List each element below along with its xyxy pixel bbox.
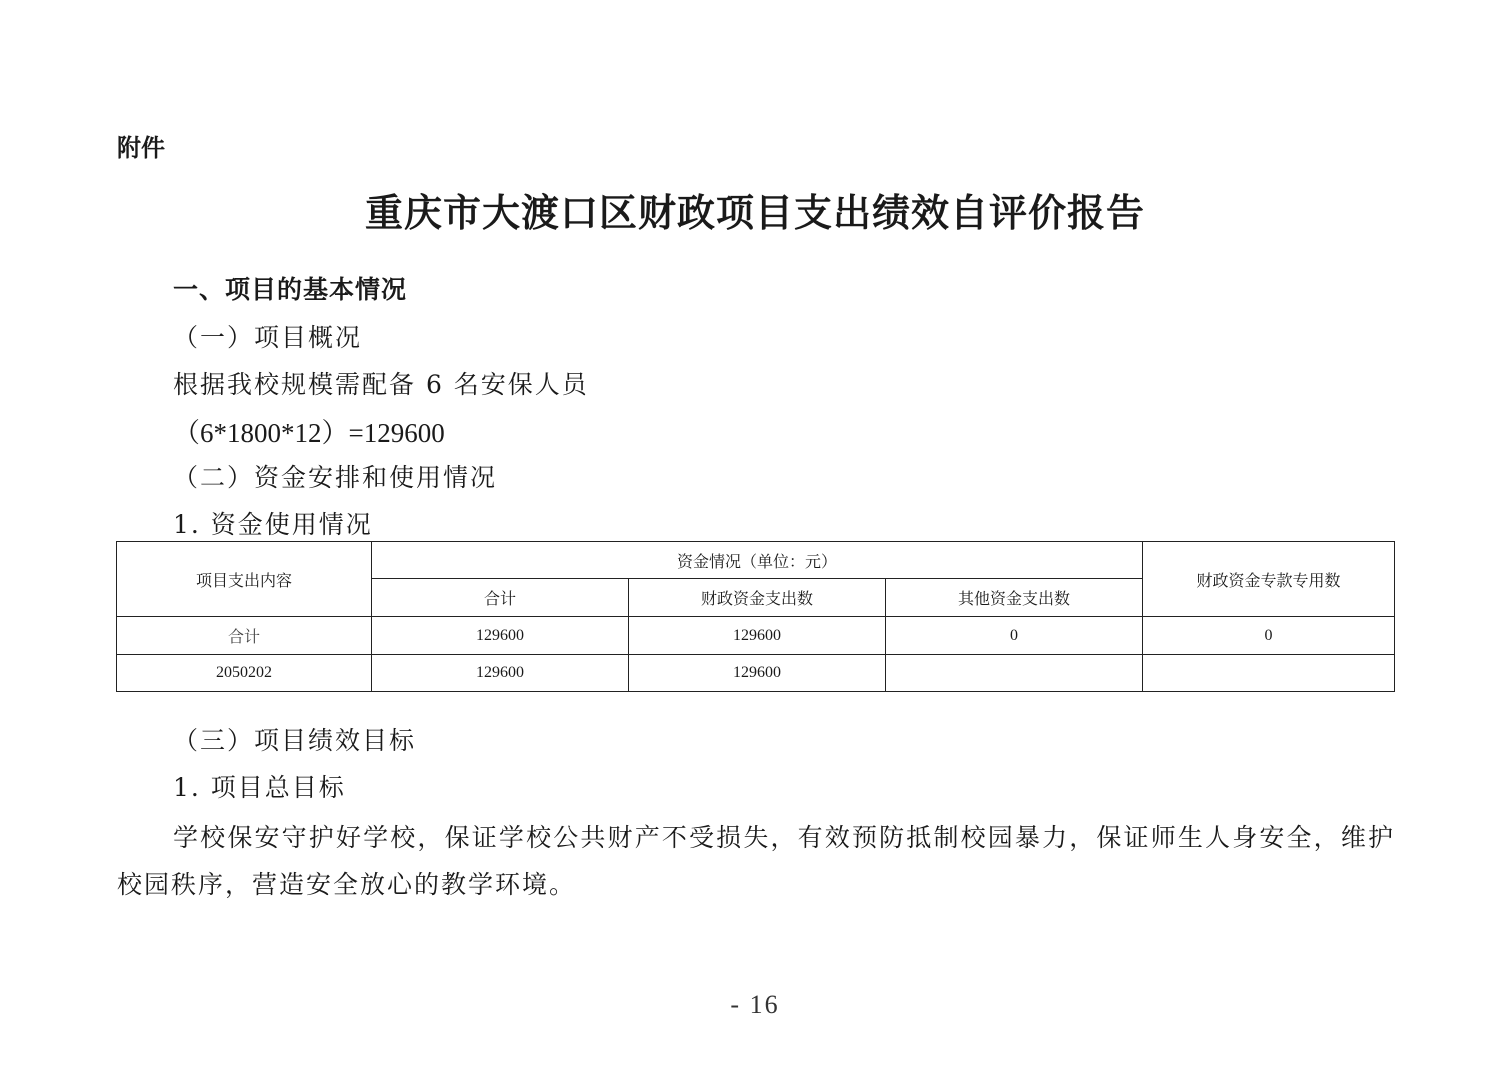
overview-calculation: （6*1800*12）=129600 — [173, 418, 445, 448]
header-total: 合计 — [372, 579, 629, 617]
overall-goal-paragraph: 学校保安守护好学校，保证学校公共财产不受损失，有效预防抵制校园暴力，保证师生人身安全，维护校园秩序，营造安全放心的教学环境。 — [117, 823, 1395, 899]
cell-special: 0 — [1143, 617, 1395, 655]
cell-total: 129600 — [372, 655, 629, 692]
attachment-label: 附件 — [117, 134, 165, 162]
subsection-heading-performance-goals: （三）项目绩效目标 — [173, 726, 417, 755]
cell-total: 129600 — [372, 617, 629, 655]
funds-usage-item: 1. 资金使用情况 — [173, 510, 373, 539]
cell-other — [886, 655, 1143, 692]
page-number: - 16 — [730, 990, 780, 1019]
subsection-heading-funds: （二）资金安排和使用情况 — [173, 463, 498, 492]
header-funds-group: 资金情况（单位：元） — [372, 542, 1143, 579]
overall-goal-item: 1. 项目总目标 — [173, 773, 346, 802]
cell-content: 2050202 — [117, 655, 372, 692]
document-title: 重庆市大渡口区财政项目支出绩效自评价报告 — [364, 190, 1145, 235]
cell-fiscal: 129600 — [629, 655, 886, 692]
cell-fiscal: 129600 — [629, 617, 886, 655]
funds-table — [116, 541, 1395, 692]
cell-content: 合计 — [117, 617, 372, 655]
header-special-use: 财政资金专款专用数 — [1143, 542, 1395, 617]
cell-other: 0 — [886, 617, 1143, 655]
table-row — [117, 617, 1395, 655]
table-row — [117, 655, 1395, 692]
header-other-expense: 其他资金支出数 — [886, 579, 1143, 617]
subsection-heading-overview: （一）项目概况 — [173, 323, 363, 352]
cell-special — [1143, 655, 1395, 692]
header-fiscal-expense: 财政资金支出数 — [629, 579, 886, 617]
section-heading-basic-info: 一、项目的基本情况 — [173, 275, 408, 304]
header-expense-content: 项目支出内容 — [117, 542, 372, 617]
overview-text: 根据我校规模需配备 6 名安保人员 — [173, 370, 589, 399]
table-header-row — [117, 542, 1395, 579]
